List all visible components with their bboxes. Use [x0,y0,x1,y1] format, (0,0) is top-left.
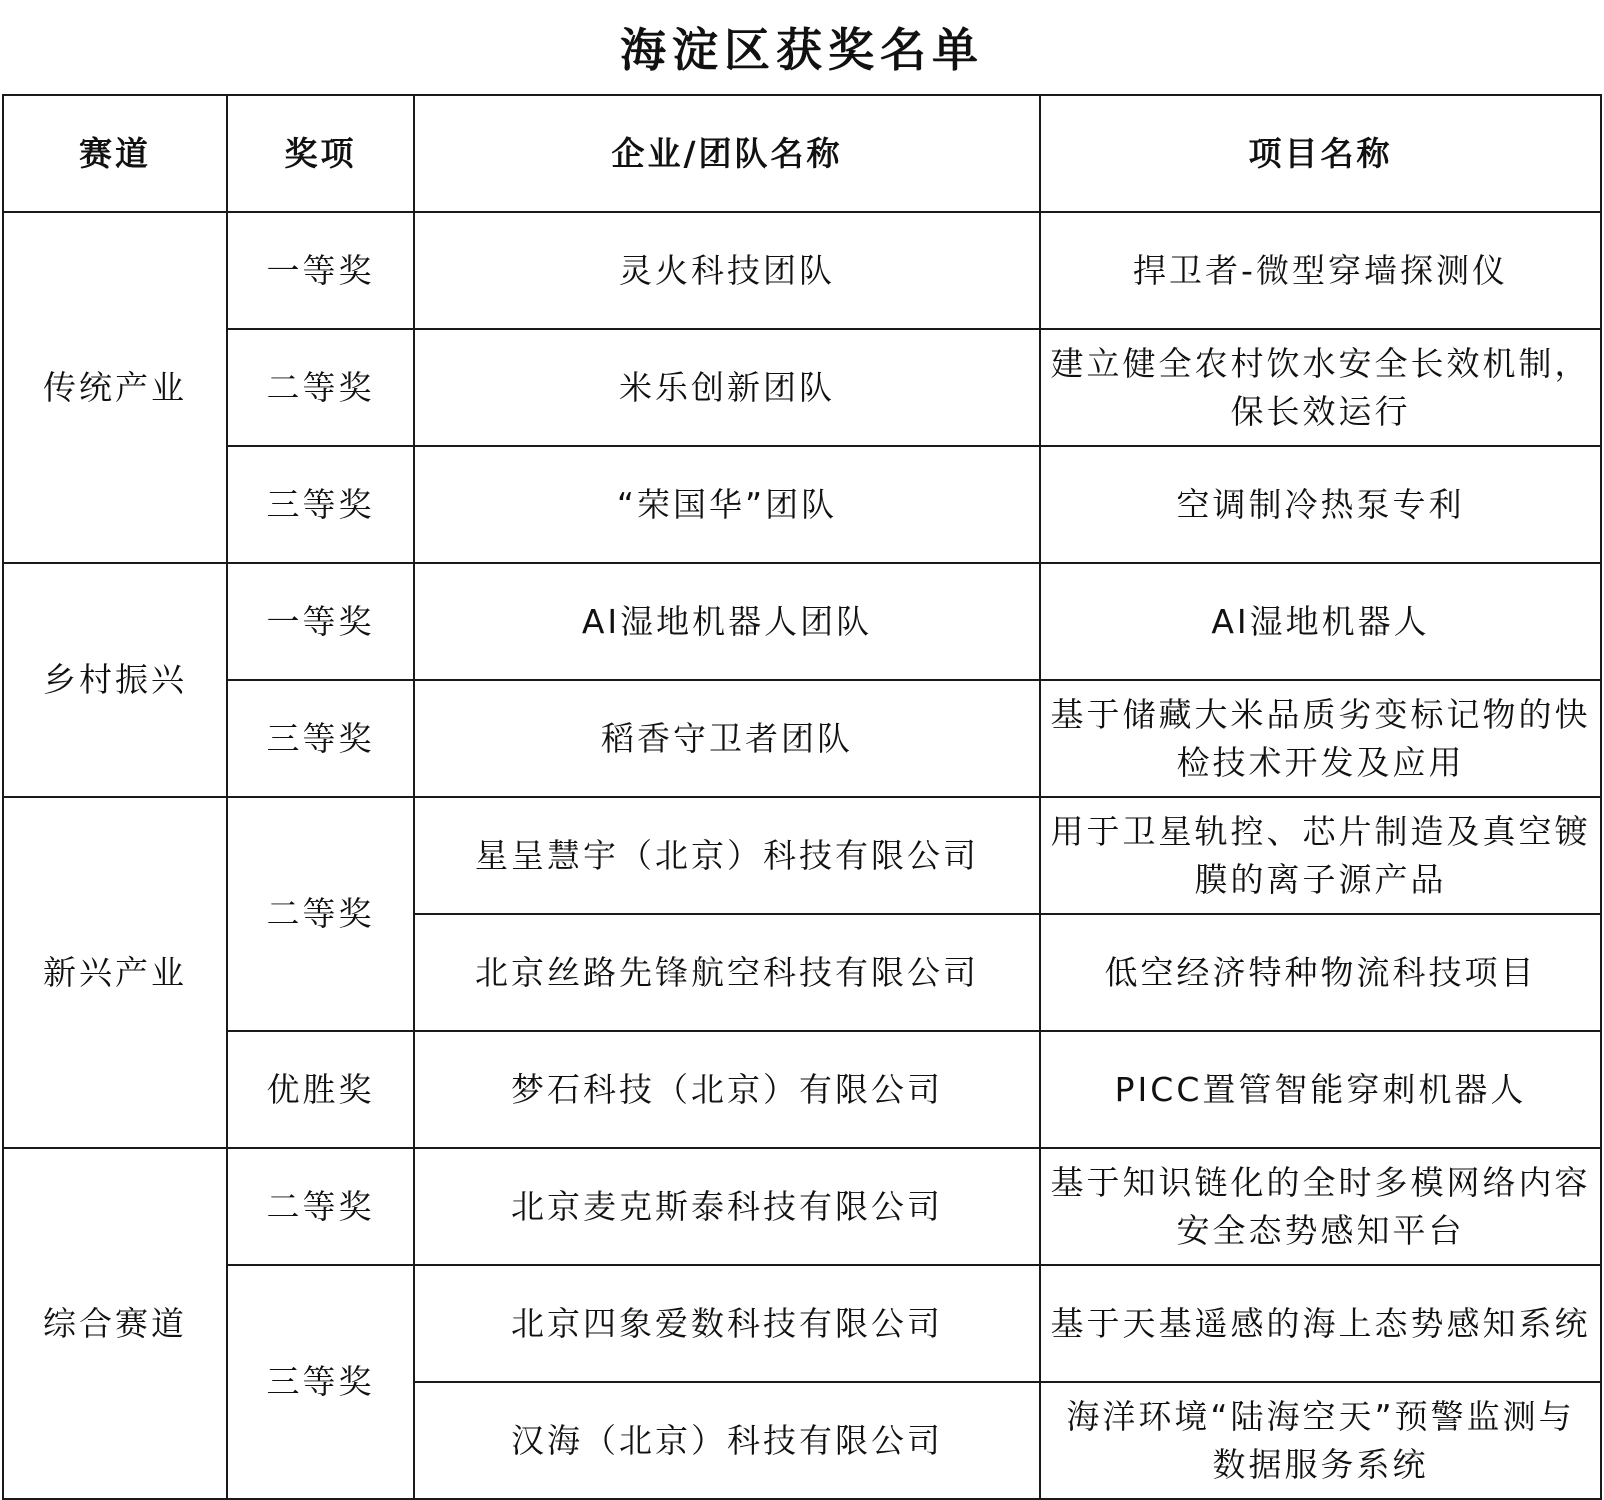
header-track: 赛道 [3,95,227,212]
page-title: 海淀区获奖名单 [620,23,984,77]
table-row [3,1031,1601,1148]
award-cell: 一等奖 [227,563,414,680]
team-cell: 北京四象爱数科技有限公司 [414,1265,1040,1382]
project-cell: 基于储藏大米品质劣变标记物的快检技术开发及应用 [1040,680,1601,797]
table-row [3,212,1601,329]
table-row [3,329,1601,446]
project-cell: 海洋环境“陆海空天”预警监测与数据服务系统 [1040,1382,1601,1499]
award-cell: 三等奖 [227,446,414,563]
award-cell: 一等奖 [227,212,414,329]
team-cell: “荣国华”团队 [414,446,1040,563]
team-cell: 汉海（北京）科技有限公司 [414,1382,1040,1499]
award-cell: 三等奖 [227,680,414,797]
table-row [3,797,1601,914]
team-cell: 星呈慧宇（北京）科技有限公司 [414,797,1040,914]
project-cell: 建立健全农村饮水安全长效机制，保长效运行 [1040,329,1601,446]
track-cell: 新兴产业 [3,797,227,1148]
team-cell: 灵火科技团队 [414,212,1040,329]
table-row [3,563,1601,680]
table-row [3,1148,1601,1265]
project-cell: 空调制冷热泵专利 [1040,446,1601,563]
header-project: 项目名称 [1040,95,1601,212]
team-cell: 北京丝路先锋航空科技有限公司 [414,914,1040,1031]
project-cell: AI湿地机器人 [1040,563,1601,680]
header-team: 企业/团队名称 [414,95,1040,212]
track-cell: 传统产业 [3,212,227,563]
table-row [3,1265,1601,1382]
project-cell: 低空经济特种物流科技项目 [1040,914,1601,1031]
team-cell: 北京麦克斯泰科技有限公司 [414,1148,1040,1265]
team-cell: AI湿地机器人团队 [414,563,1040,680]
project-cell: PICC置管智能穿刺机器人 [1040,1031,1601,1148]
project-cell: 捍卫者-微型穿墙探测仪 [1040,212,1601,329]
team-cell: 稻香守卫者团队 [414,680,1040,797]
header-row [3,95,1601,212]
track-cell: 综合赛道 [3,1148,227,1499]
team-cell: 梦石科技（北京）有限公司 [414,1031,1040,1148]
award-cell: 三等奖 [227,1265,414,1499]
project-cell: 基于知识链化的全时多模网络内容安全态势感知平台 [1040,1148,1601,1265]
table-row [3,680,1601,797]
project-cell: 用于卫星轨控、芯片制造及真空镀膜的离子源产品 [1040,797,1601,914]
award-cell: 二等奖 [227,1148,414,1265]
project-cell: 基于天基遥感的海上态势感知系统 [1040,1265,1601,1382]
track-cell: 乡村振兴 [3,563,227,797]
award-cell: 二等奖 [227,797,414,1031]
award-cell: 优胜奖 [227,1031,414,1148]
team-cell: 米乐创新团队 [414,329,1040,446]
table-row [3,446,1601,563]
header-award: 奖项 [227,95,414,212]
award-cell: 二等奖 [227,329,414,446]
awards-table [2,94,1602,1500]
